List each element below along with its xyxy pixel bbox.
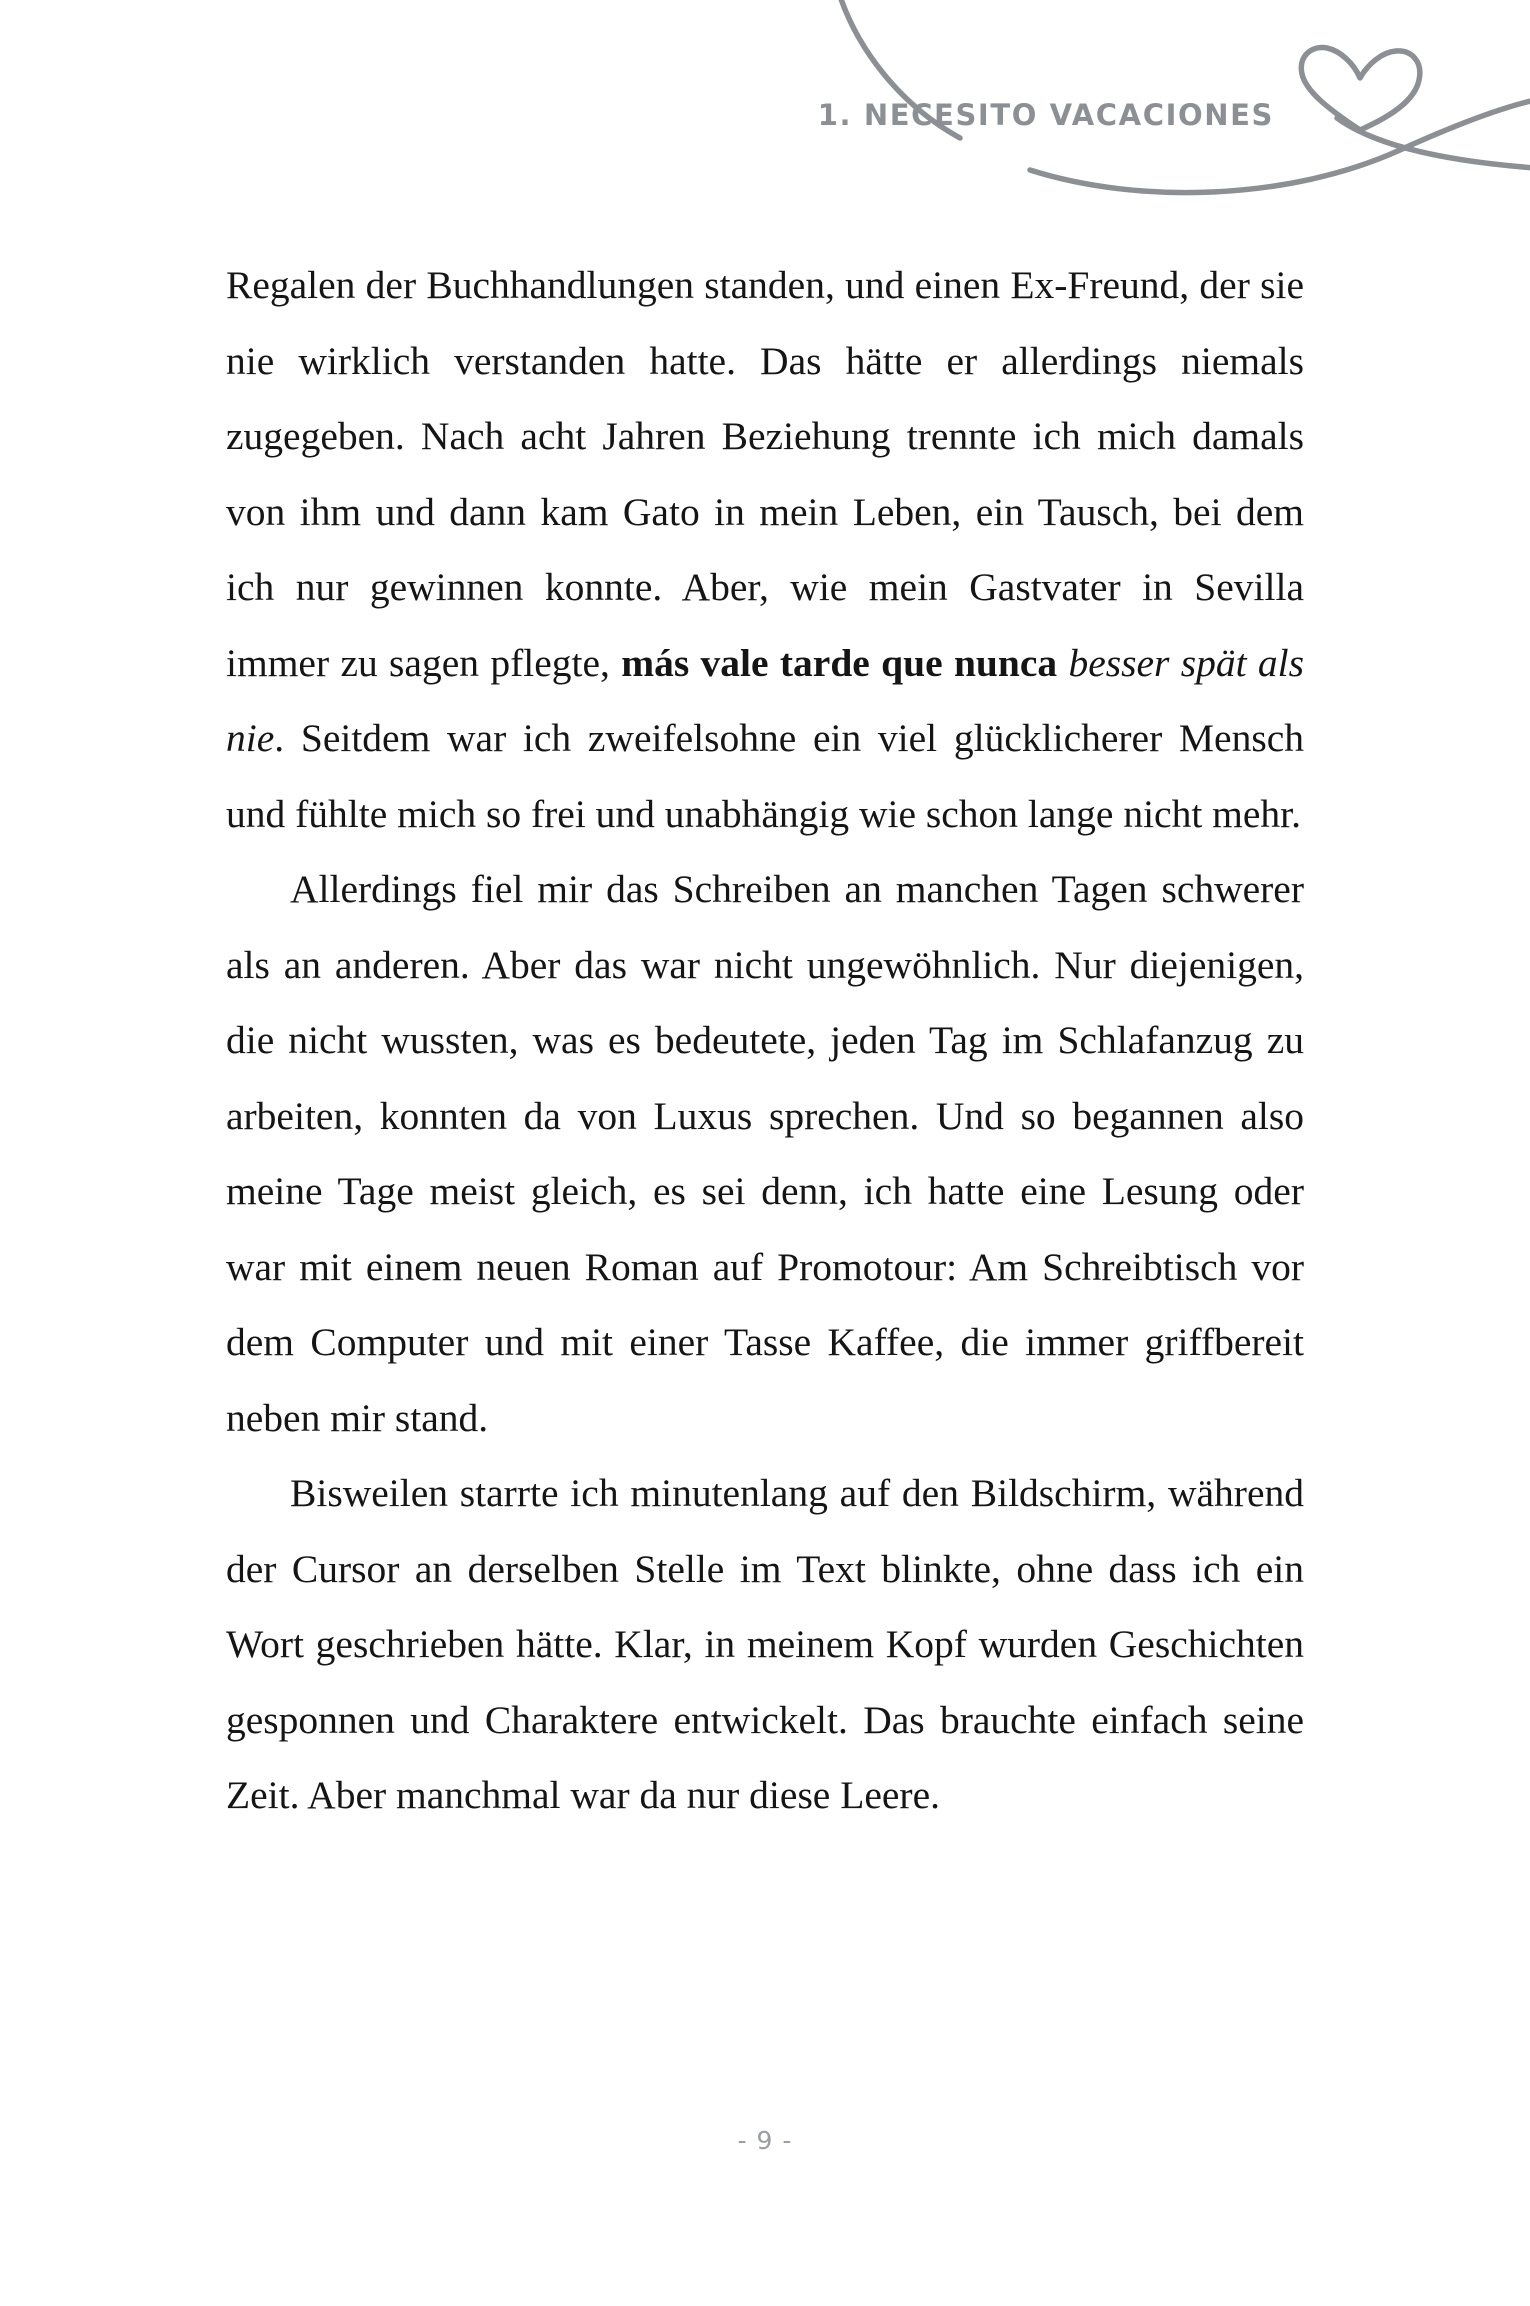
body-text-column (226, 248, 1304, 1834)
text-run: Allerdings fiel mir das Schreiben an manchen Tagen schwerer als an anderen. Aber das war nicht ungewöhnlich. Nur diejenigen, die nicht wussten, was es bedeutete, jeden Tag im Schlafanzug zu arbeiten, konnten da von Luxus sprechen. Und so begannen also meine Tage meist gleich, es sei denn, ich hatte eine Lesung oder war mit einem neuen Roman auf Promotour: Am Schreibtisch vor dem Computer und mit einer Tasse Kaffee, die immer griffbereit neben mir stand. (226, 867, 1304, 1440)
german-translation-italic: besser spät als nie (226, 640, 1305, 760)
spanish-phrase-bold: más vale tarde que nunca (621, 640, 1058, 685)
text-run: . Seitdem war ich zweifelsohne ein viel glücklicherer Mensch und fühlte mich so frei und unabhängig wie schon lange nicht mehr. (226, 716, 1304, 836)
chapter-running-head: 1. NECESITO VACACIONES (817, 98, 1274, 132)
page-number: - 9 - (737, 2126, 793, 2155)
text-run (1057, 641, 1068, 685)
text-run: Regalen der Buchhandlungen standen, und einen Ex-Freund, der sie nie wirklich verstanden hatte. Das hätte er allerdings niemals zugegeben. Nach acht Jahren Beziehung trennte ich mich damals von ihm und dann kam Gato in mein Leben, ein Tausch, bei dem ich nur gewinnen konnte. Aber, wie mein Gastvater in Sevilla immer zu sagen pflegte, (226, 263, 1304, 685)
heart-tail-icon (1337, 118, 1530, 168)
paragraph (226, 248, 1304, 852)
paragraph (226, 1456, 1304, 1834)
paragraph (226, 852, 1304, 1456)
text-run: Bisweilen starrte ich minutenlang auf den Bildschirm, während der Cursor an derselben Stelle im Text blinkte, ohne dass ich ein Wort geschrieben hätte. Klar, in meinem Kopf wurden Geschichten gesponnen und Charaktere entwickelt. Das brauchte einfach seine Zeit. Aber manchmal war da nur diese Leere. (226, 1471, 1304, 1817)
heart-outline-icon (1301, 48, 1420, 130)
